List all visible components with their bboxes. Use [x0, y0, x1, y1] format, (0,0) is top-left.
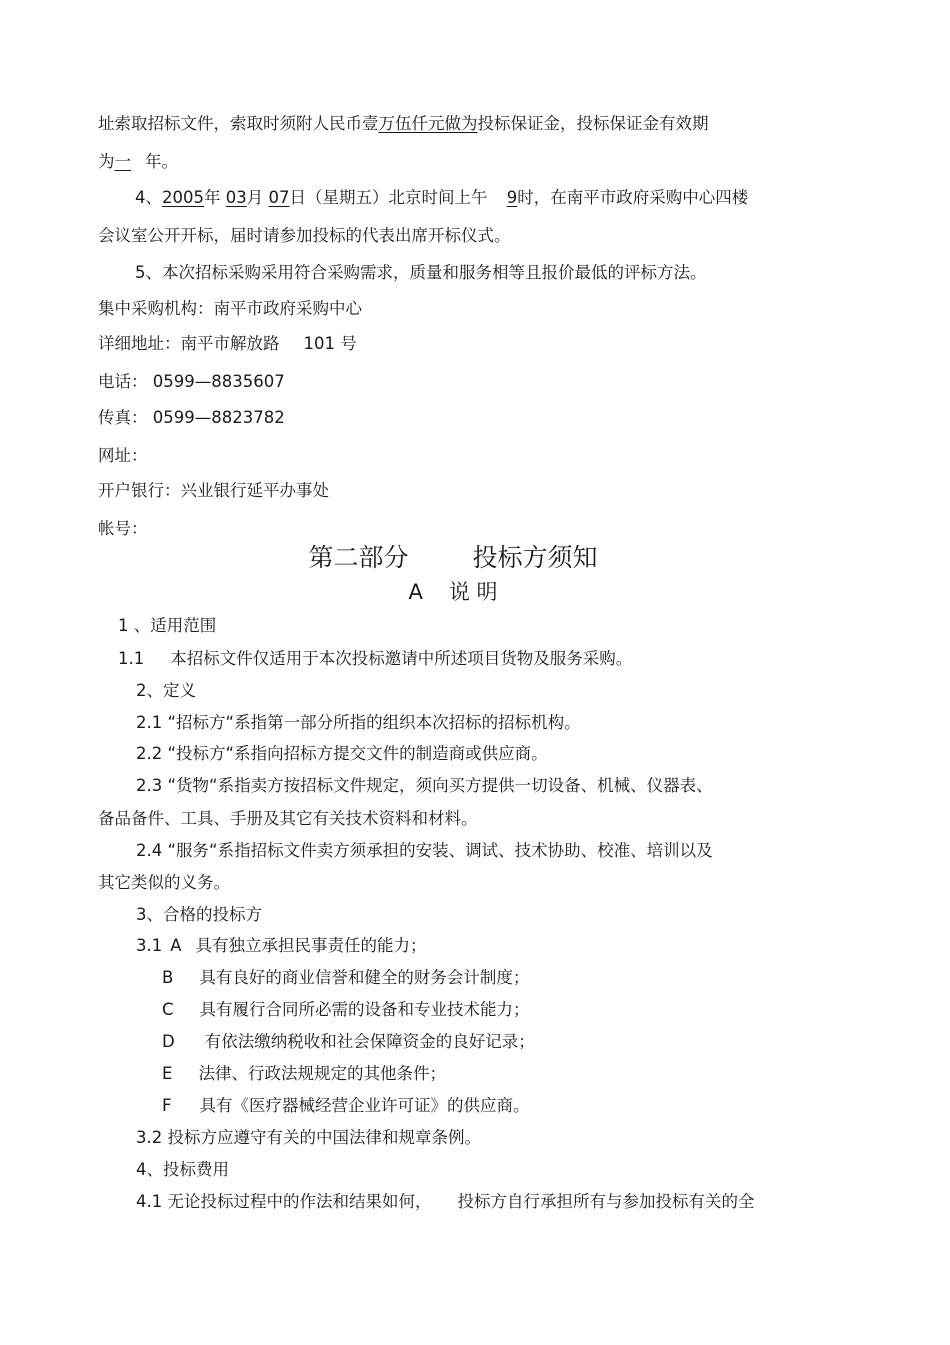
text: 日（星期五）北京时间上午 [289, 188, 488, 207]
deposit-amount: 万伍仟元做为 [378, 114, 478, 133]
contact-agency: 集中采购机构：南平市政府采购中心 [98, 299, 362, 318]
section-heading: 说 明 [448, 580, 498, 604]
paragraph-evaluation: 5、本次招标采购采用符合采购需求，质量和服务相等且报价最低的评标方法。 [135, 263, 707, 282]
sub-letter: B [162, 968, 174, 987]
clause-3-1-F [162, 1095, 530, 1117]
contact-phone: 电话： 0599—8835607 [98, 372, 285, 391]
text: 投标保证金，投标保证金有效期 [477, 114, 709, 133]
contact-address [98, 333, 357, 355]
text: 月 [246, 188, 264, 207]
clause-2-4-line2: 其它类似的义务。 [98, 873, 230, 892]
clause-3: 3、合格的投标方 [136, 905, 262, 924]
text: 本招标文件仅适用于本次投标邀请中所述项目货物及服务采购。 [170, 649, 633, 668]
part-heading: 投标方须知 [472, 543, 598, 572]
opening-day: 07 [268, 188, 290, 207]
paragraph-opening-line2: 会议室公开开标，届时请参加投标的代表出席开标仪式。 [98, 226, 511, 245]
clause-number: 1.1 [118, 649, 145, 668]
clause-3-1-E [162, 1063, 446, 1085]
contact-account: 帐号： [98, 519, 148, 538]
text: 具有履行合同所必需的设备和专业技术能力； [199, 1000, 530, 1019]
text: 有依法缴纳税收和社会保障资金的良好记录； [204, 1032, 535, 1051]
opening-year: 2005 [162, 188, 204, 207]
text: 详细地址：南平市解放路 [98, 334, 280, 353]
text: 时，在南平市政府采购中心四楼 [517, 188, 749, 207]
clause-2-4-line1: 2.4 “服务“系指招标文件卖方须承担的安装、调试、技术协助、校准、培训以及 [136, 841, 713, 860]
paragraph-deposit-line1 [98, 113, 709, 135]
clause-3-1-D [162, 1031, 535, 1053]
clause-2-2: 2.2 “投标方“系指向招标方提交文件的制造商或供应商。 [136, 744, 548, 763]
opening-month: 03 [225, 188, 247, 207]
clause-1-1 [118, 648, 632, 670]
clause-number: 3.1 [136, 936, 163, 955]
opening-hour: 9 [506, 188, 518, 207]
sub-letter: F [162, 1096, 172, 1115]
clause-1: 1 、适用范围 [118, 616, 217, 635]
validity-years: 一 [114, 152, 131, 171]
clause-3-1-C [162, 999, 530, 1021]
text: 址索取招标文件，索取时须附人民币壹 [98, 114, 379, 133]
paragraph-deposit-line2 [98, 151, 178, 173]
clause-3-2: 3.2 投标方应遵守有关的中国法律和规章条例。 [136, 1128, 481, 1147]
text: 为 [98, 152, 115, 171]
item-number: 4、 [135, 188, 162, 207]
text: 法律、行政法规规定的其他条件； [198, 1064, 446, 1083]
clause-2-3-line1: 2.3 “货物“系指卖方按招标文件规定，须向买方提供一切设备、机械、仪器表、 [136, 776, 713, 795]
text: 具有良好的商业信誉和健全的财务会计制度； [199, 968, 530, 987]
text: 具有《医疗器械经营企业许可证》的供应商。 [199, 1096, 530, 1115]
clause-4-1 [136, 1191, 755, 1213]
contact-bank: 开户银行：兴业银行延平办事处 [98, 481, 329, 500]
sub-letter: A [170, 936, 182, 955]
part-label: 第二部分 [308, 543, 409, 572]
clause-3-1-B [162, 967, 529, 989]
part-title [0, 542, 906, 574]
section-letter: A [408, 580, 423, 604]
clause-4: 4、投标费用 [136, 1160, 229, 1179]
clause-3-1-A [136, 935, 427, 957]
clause-2-1: 2.1 “招标方“系指第一部分所指的组织本次招标的招标机构。 [136, 713, 581, 732]
text: 投标方自行承担所有与参加投标有关的全 [457, 1192, 755, 1211]
text: 4.1 无论投标过程中的作法和结果如何， [136, 1192, 432, 1211]
contact-fax: 传真： 0599—8823782 [98, 408, 285, 427]
sub-letter: C [162, 1000, 174, 1019]
sub-letter: E [162, 1064, 173, 1083]
text: 年 [204, 188, 221, 207]
text: 具有独立承担民事责任的能力； [195, 936, 427, 955]
sub-letter: D [162, 1032, 175, 1051]
clause-2-3-line2: 备品备件、工具、手册及其它有关技术资料和材料。 [98, 809, 478, 828]
text: 101 号 [303, 334, 357, 353]
contact-website: 网址： [98, 446, 148, 465]
text: 年。 [145, 152, 178, 171]
clause-2: 2、定义 [136, 681, 196, 700]
paragraph-opening-line1 [135, 187, 748, 209]
section-title [0, 578, 906, 606]
